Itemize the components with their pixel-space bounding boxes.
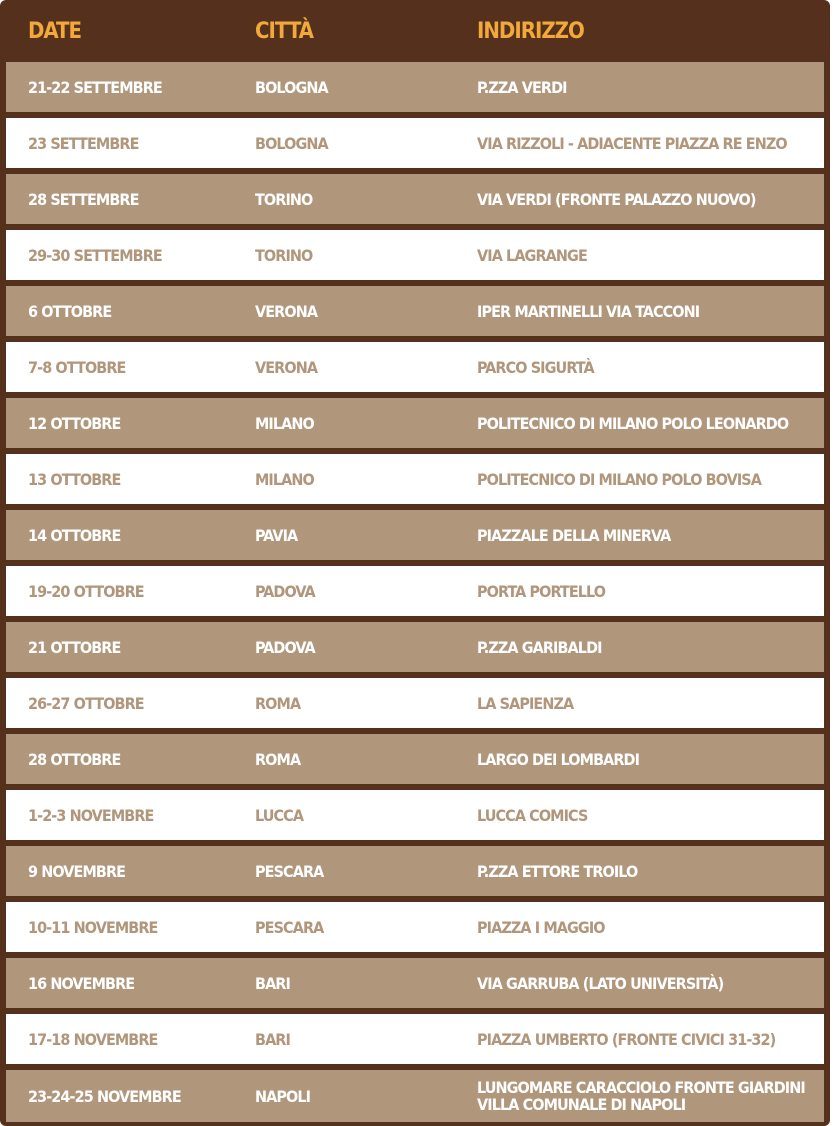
table-body — [6, 62, 824, 1122]
row-city: PAVIA — [255, 525, 298, 545]
row-address: P.ZZA GARIBALDI — [477, 637, 602, 657]
row-date: 16 NOVEMBRE — [28, 973, 135, 993]
header-city: CITTÀ — [255, 18, 314, 44]
row-date: 28 SETTEMBRE — [28, 189, 139, 209]
table-row — [6, 790, 824, 840]
row-city: MILANO — [255, 413, 314, 433]
row-date: 23-24-25 NOVEMBRE — [28, 1086, 181, 1106]
row-date: 9 NOVEMBRE — [28, 861, 126, 881]
row-address: VIA RIZZOLI - ADIACENTE PIAZZA RE ENZO — [477, 133, 787, 153]
row-city: LUCCA — [255, 805, 304, 825]
row-date: 10-11 NOVEMBRE — [28, 917, 158, 937]
row-address: IPER MARTINELLI VIA TACCONI — [477, 301, 700, 321]
row-address: LUNGOMARE CARACCIOLO FRONTE GIARDINI VILLA COMUNALE DI NAPOLI — [477, 1078, 805, 1114]
row-date: 26-27 OTTOBRE — [28, 693, 144, 713]
row-address: PIAZZA UMBERTO (FRONTE CIVICI 31-32) — [477, 1029, 776, 1049]
table-row — [6, 62, 824, 112]
row-city: NAPOLI — [255, 1086, 311, 1106]
row-address: P.ZZA VERDI — [477, 77, 567, 97]
row-address: POLITECNICO DI MILANO POLO BOVISA — [477, 469, 762, 489]
row-date: 17-18 NOVEMBRE — [28, 1029, 158, 1049]
row-address: LUCCA COMICS — [477, 805, 588, 825]
row-date: 21-22 SETTEMBRE — [28, 77, 162, 97]
row-city: PESCARA — [255, 917, 324, 937]
row-city: BOLOGNA — [255, 133, 328, 153]
row-date: 29-30 SETTEMBRE — [28, 245, 162, 265]
header-date: DATE — [28, 18, 82, 44]
table-row — [6, 846, 824, 896]
table-row — [6, 1070, 824, 1122]
row-city: BARI — [255, 1029, 290, 1049]
table-row — [6, 230, 824, 280]
table-row — [6, 1014, 824, 1064]
table-row — [6, 734, 824, 784]
row-date: 14 OTTOBRE — [28, 525, 121, 545]
row-address: PIAZZALE DELLA MINERVA — [477, 525, 671, 545]
row-date: 21 OTTOBRE — [28, 637, 121, 657]
table-row — [6, 510, 824, 560]
row-address: P.ZZA ETTORE TROILO — [477, 861, 638, 881]
row-city: PESCARA — [255, 861, 324, 881]
row-city: BARI — [255, 973, 290, 993]
row-date: 28 OTTOBRE — [28, 749, 121, 769]
header-address: INDIRIZZO — [477, 18, 584, 44]
row-date: 19-20 OTTOBRE — [28, 581, 144, 601]
row-address: VIA GARRUBA (LATO UNIVERSITÀ) — [477, 973, 724, 993]
row-address: VIA VERDI (FRONTE PALAZZO NUOVO) — [477, 189, 756, 209]
table-row — [6, 118, 824, 168]
row-address: PARCO SIGURTÀ — [477, 357, 594, 377]
row-address: POLITECNICO DI MILANO POLO LEONARDO — [477, 413, 789, 433]
row-date: 1-2-3 NOVEMBRE — [28, 805, 154, 825]
row-date: 6 OTTOBRE — [28, 301, 112, 321]
row-city: ROMA — [255, 693, 301, 713]
table-row — [6, 454, 824, 504]
row-city: PADOVA — [255, 637, 315, 657]
table-row — [6, 678, 824, 728]
row-address: LA SAPIENZA — [477, 693, 574, 713]
row-city: VERONA — [255, 301, 318, 321]
table-row — [6, 174, 824, 224]
row-city: TORINO — [255, 245, 313, 265]
row-city: VERONA — [255, 357, 318, 377]
row-city: BOLOGNA — [255, 77, 328, 97]
table-header — [6, 0, 824, 62]
row-date: 13 OTTOBRE — [28, 469, 121, 489]
row-address: PIAZZA I MAGGIO — [477, 917, 605, 937]
table-row — [6, 342, 824, 392]
row-date: 7-8 OTTOBRE — [28, 357, 126, 377]
row-date: 12 OTTOBRE — [28, 413, 121, 433]
row-address: VIA LAGRANGE — [477, 245, 587, 265]
row-city: ROMA — [255, 749, 301, 769]
row-address: LARGO DEI LOMBARDI — [477, 749, 640, 769]
table-row — [6, 622, 824, 672]
table-row — [6, 958, 824, 1008]
table-row — [6, 902, 824, 952]
table-row — [6, 286, 824, 336]
row-city: MILANO — [255, 469, 314, 489]
table-row — [6, 566, 824, 616]
row-city: TORINO — [255, 189, 313, 209]
row-date: 23 SETTEMBRE — [28, 133, 139, 153]
table-row — [6, 398, 824, 448]
row-city: PADOVA — [255, 581, 315, 601]
row-address: PORTA PORTELLO — [477, 581, 606, 601]
